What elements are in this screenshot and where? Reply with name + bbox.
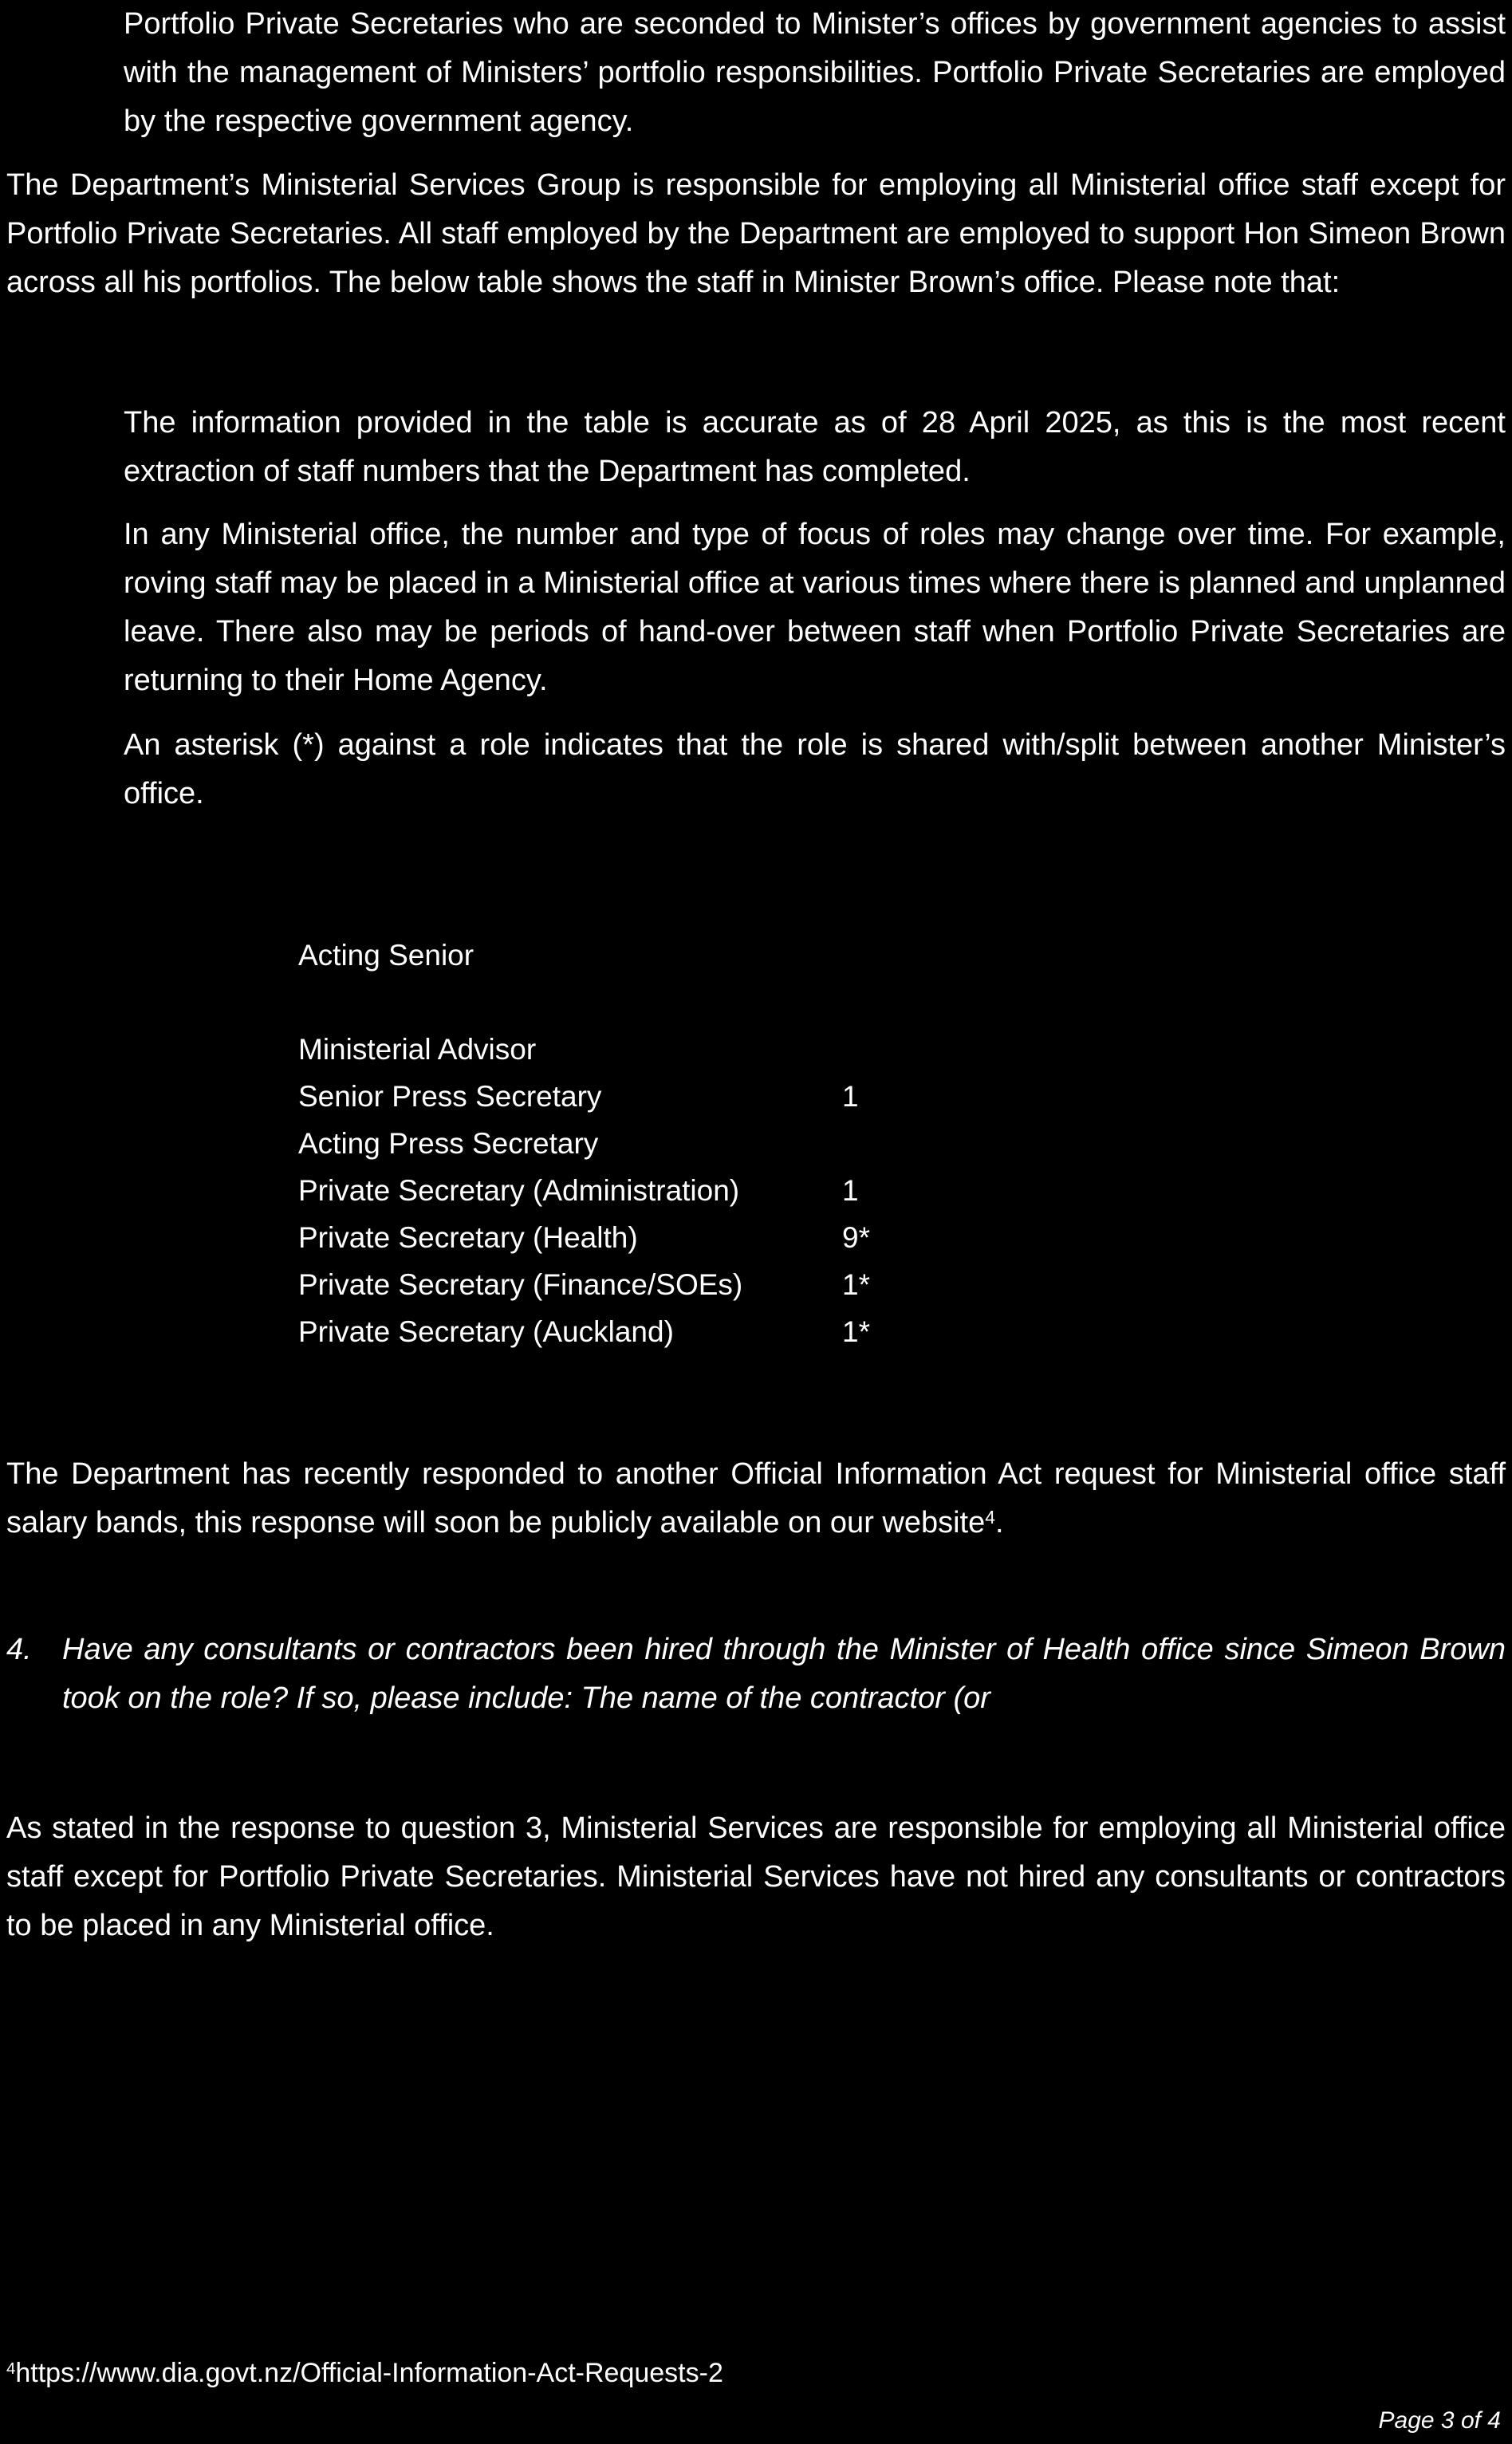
question-text: Have any consultants or contractors been hired through the Minister of Health office since Simeon Brown took on the role? If so, please include: The name of the contractor (or [62,1633,1506,1715]
role-name: Private Secretary (Health) [298,1221,638,1254]
role-name: Private Secretary (Administration) [298,1174,740,1207]
role-name: Senior Press Secretary [298,1080,602,1113]
role-count: 9* [842,1221,870,1254]
paragraph-end-punctuation: . [994,1506,1004,1539]
footnote [6,2353,723,2393]
role-count: 1* [842,1315,870,1348]
role-count: 1* [842,1268,870,1301]
footnote-link[interactable]: https://www.dia.govt.nz/Official-Information-Act-Requests-2 [15,2358,723,2388]
role-count: 1 [842,1080,859,1113]
paragraph-portfolio-private-secretaries: Portfolio Private Secretaries who are seconded to Minister’s offices by government agencies to assist with the management of Ministers’ portfolio responsibilities. Portfolio Private Secretaries are employed by the respective government agency. [124,7,1506,138]
paragraph-salary-bands-response [6,1450,1506,1547]
page-number: Page 3 of 4 [1378,2407,1501,2434]
footnote-marker: 4 [6,2359,16,2378]
role-name: Acting Senior [298,939,474,972]
paragraph-ministerial-services-group: The Department’s Ministerial Services Group is responsible for employing all Ministerial office staff except for Portfolio Private Secretaries. All staff employed by the Department are employed to support Hon Simeon Brown across all his portfolios. The below table shows the staff in Minister Brown’s office. Please note that: [6,168,1506,299]
paragraph-information-accuracy: The information provided in the table is accurate as of 28 April 2025, as this is the most recent extraction of staff numbers that the Department has completed. [124,406,1506,488]
paragraph-no-consultants-hired: As stated in the response to question 3, Ministerial Services are responsible for employing all Ministerial office staff except for Portfolio Private Secretaries. Ministerial Services have not hired any consultants or contractors to be placed in any Ministerial office. [6,1811,1506,1942]
role-name: Ministerial Advisor [298,1033,537,1066]
paragraph-roles-change-over-time: In any Ministerial office, the number and type of focus of roles may change over time. For example, roving staff may be placed in a Ministerial office at various times where there is planned and unplanned leave. There also may be periods of hand-over between staff when Portfolio Private Secretaries are returning to their Home Agency. [124,518,1506,697]
role-name: Private Secretary (Finance/SOEs) [298,1268,743,1301]
paragraph-asterisk-note: An asterisk (*) against a role indicates that the role is shared with/split between another Minister’s office. [124,728,1506,810]
role-name: Acting Press Secretary [298,1127,599,1160]
paragraph-salary-bands-text: The Department has recently responded to another Official Information Act request for Ministerial office staff salary bands, this response will soon be publicly available on our website [6,1457,1506,1539]
role-count: 1 [842,1174,859,1207]
footnote-reference: 4 [985,1506,995,1528]
question-number: 4. [6,1633,32,1666]
role-name: Private Secretary (Auckland) [298,1315,674,1348]
